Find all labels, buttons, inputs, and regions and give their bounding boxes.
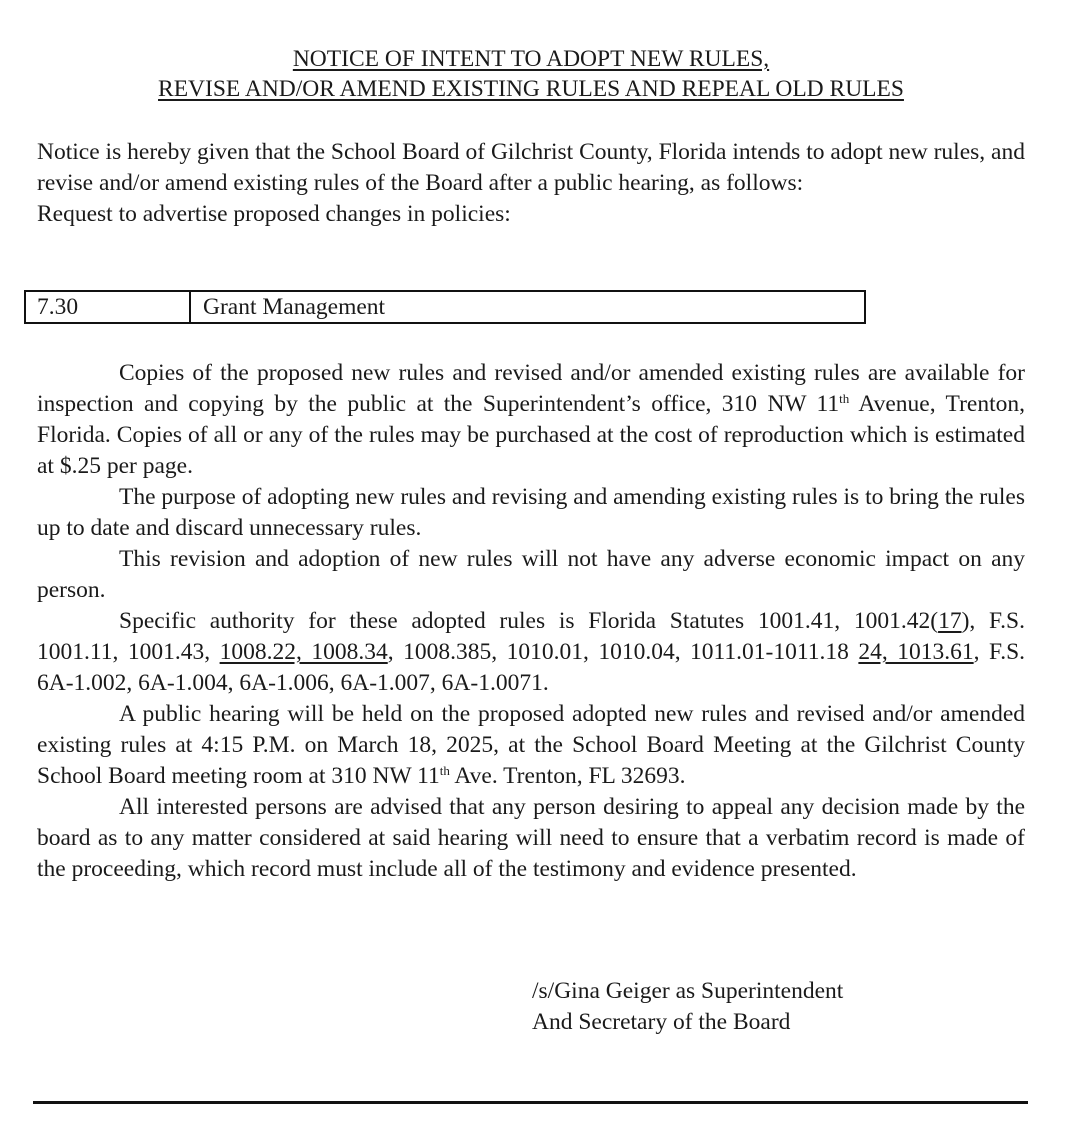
copies-superscript: th xyxy=(839,391,850,406)
authority-underlined-3: 24, 1013.61 xyxy=(858,639,974,665)
hearing-text-2: Ave. Trenton, FL 32693. xyxy=(449,763,686,789)
signature-line-2: And Secretary of the Board xyxy=(532,1009,791,1035)
notice-title xyxy=(0,44,1062,104)
signature-line-1: /s/Gina Geiger as Superintendent xyxy=(532,978,844,1004)
hearing-text-1: A public hearing will be held on the proposed adopted new rules and revised and/or amended existing rules at 4:15 P.M. on March 18, 2025, at the School Board Meeting at the Gilchrist County School Board meeting room at 310 NW 11 xyxy=(37,701,1025,789)
bottom-divider xyxy=(33,1101,1028,1104)
intro-paragraph: Notice is hereby given that the School Board of Gilchrist County, Florida intends to adopt new rules, and revise and/or amend existing rules of the Board after a public hearing, as follows: xyxy=(37,139,1025,196)
request-line: Request to advertise proposed changes in policies: xyxy=(37,201,511,227)
authority-text-3: , 1008.385, 1010.01, 1010.04, 1011.01-1011.18 xyxy=(387,639,859,665)
authority-text-4: , F.S. 6A-1.002, 6A-1.004, 6A-1.006, 6A-1.007, 6A-1.0071. xyxy=(37,639,1026,696)
title-line-2: REVISE AND/OR AMEND EXISTING RULES AND REPEAL OLD RULES xyxy=(158,76,904,102)
notice-body xyxy=(37,358,1025,885)
copies-text-1: Copies of the proposed new rules and revised and/or amended existing rules are available for inspection and copying by the public at the Superintendent’s office, 310 NW 11 xyxy=(37,360,1025,417)
policy-name: Grant Management xyxy=(203,294,386,320)
policy-table-row xyxy=(24,290,866,324)
impact-paragraph: This revision and adoption of new rules will not have any adverse economic impact on any person. xyxy=(37,546,1025,603)
copies-paragraph xyxy=(37,358,1025,482)
purpose-paragraph: The purpose of adopting new rules and revising and amending existing rules is to bring the rules up to date and discard unnecessary rules. xyxy=(37,484,1025,541)
appeal-paragraph: All interested persons are advised that any person desiring to appeal any decision made by the board as to any matter considered at said hearing will need to ensure that a verbatim record is made of the proceeding, which record must include all of the testimony and evidence presented. xyxy=(37,794,1025,882)
signature-block xyxy=(532,976,1052,1038)
copies-text-2: Avenue, Trenton, Florida. Copies of all or any of the rules may be purchased at the cost of reproduction which is estimated at $.25 per page. xyxy=(37,391,1025,479)
hearing-paragraph xyxy=(37,699,1025,792)
authority-text-2: ), F.S. 1001.11, 1001.43, xyxy=(37,608,1025,665)
hearing-superscript: th xyxy=(439,763,450,778)
authority-text-1: Specific authority for these adopted rules is Florida Statutes 1001.41, 1001.42( xyxy=(119,608,939,634)
intro-section xyxy=(37,137,1025,230)
authority-underlined-1: 17 xyxy=(938,608,962,634)
title-line-1: NOTICE OF INTENT TO ADOPT NEW RULES, xyxy=(292,46,770,72)
policy-number: 7.30 xyxy=(26,292,191,322)
authority-paragraph xyxy=(37,606,1025,699)
authority-underlined-2: 1008.22, 1008.34 xyxy=(219,639,388,665)
